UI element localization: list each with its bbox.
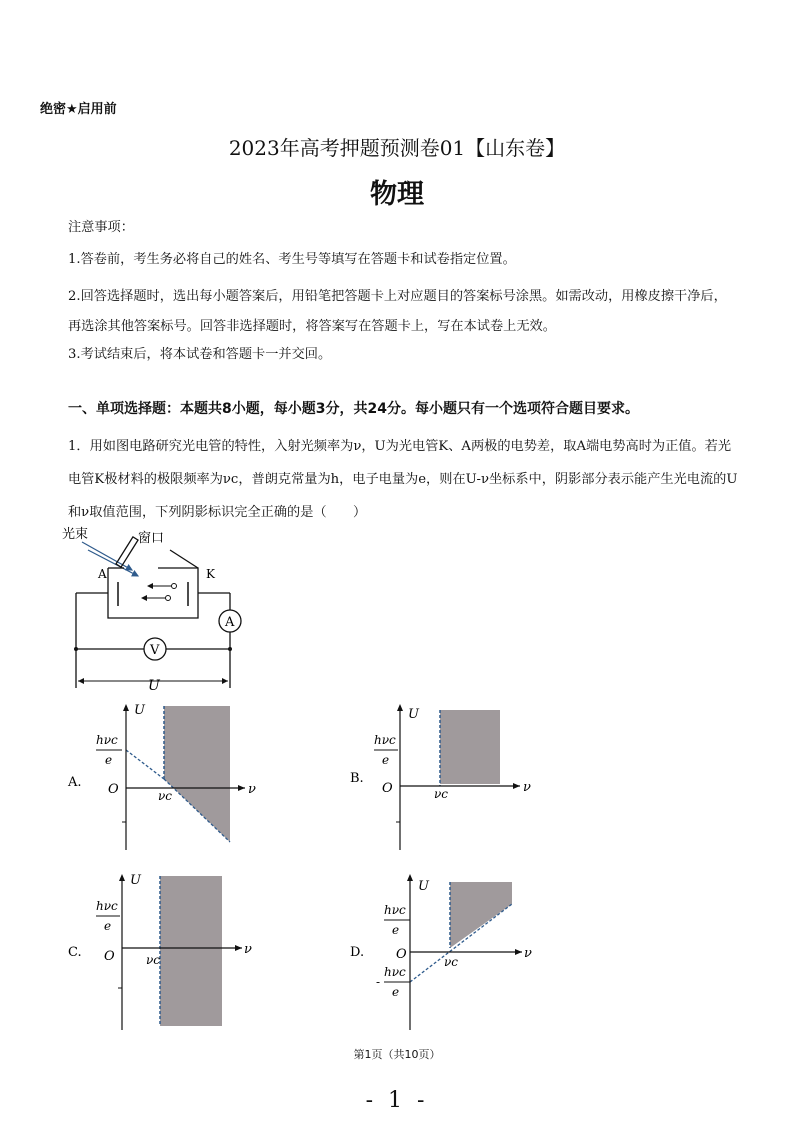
u-axis-label: U: [408, 707, 419, 722]
v-axis-label: ν: [248, 782, 256, 797]
section-heading: 一、单项选择题：本题共8小题，每小题3分，共24分。每小题只有一个选项符合题目要求。: [68, 401, 639, 417]
origin-label: O: [108, 782, 119, 797]
page-number: - 1 -: [365, 1088, 429, 1113]
origin-label: O: [396, 947, 407, 962]
vc-label: νc: [444, 955, 459, 969]
u-axis-label: U: [418, 879, 429, 894]
origin-label: O: [382, 781, 393, 796]
frac-denominator: e: [382, 753, 390, 767]
shaded-region: [440, 710, 500, 784]
option-letter: A.: [68, 775, 82, 790]
circuit-diagram: [60, 520, 260, 692]
frac-numerator: hνc: [384, 965, 406, 979]
option-letter: C.: [68, 945, 82, 960]
vc-label: νc: [146, 953, 161, 967]
frac-numerator: hνc: [374, 733, 396, 747]
shaded-region: [160, 876, 222, 1026]
voltmeter-label: V: [150, 643, 160, 658]
notes-heading: 注意事项：: [68, 220, 134, 235]
page-info: 第1页（共10页）: [353, 1048, 441, 1061]
window-label: 窗口: [138, 531, 165, 546]
u-axis-label: U: [134, 703, 145, 718]
v-axis-label: ν: [244, 942, 252, 957]
v-axis-label: ν: [524, 946, 532, 961]
dashed-line: [126, 750, 164, 779]
confidential-mark: 绝密★启用前: [40, 102, 117, 117]
frac-numerator: hνc: [96, 733, 118, 747]
vc-label: νc: [434, 787, 449, 801]
frac-denominator: e: [392, 985, 400, 999]
graph-option-a: [60, 700, 260, 860]
frac-numerator: hνc: [384, 903, 406, 917]
subject-title: 物理: [370, 179, 424, 210]
origin-label: O: [104, 949, 115, 964]
negative-sign: -: [376, 975, 381, 989]
frac-denominator: e: [105, 753, 113, 767]
note-item: 3.考试结束后，将本试卷和答题卡一并交回。: [68, 347, 332, 362]
anode-label: A: [98, 567, 107, 581]
option-letter: B.: [350, 771, 364, 786]
shaded-region: [450, 882, 512, 948]
frac-numerator: hνc: [96, 899, 118, 913]
tube-body: [108, 568, 198, 618]
question-stem: 1．用如图电路研究光电管的特性，入射光频率为ν，U为光电管K、A两极的电势差，取A端电势高时为正值。若光电管K极材料的极限频率为νc，普朗克常量为h，电子电量为e，则在U-ν坐标系中，阴影部分表示能产生光电流的U和ν取值范围，下列阴影标识完全正确的是（ ）: [68, 439, 738, 520]
note-item: 2.回答选择题时，选出每小题答案后，用铅笔把答题卡上对应题目的答案标号涂黑。如需改动，用橡皮擦干净后，再选涂其他答案标号。回答非选择题时，将答案写在答题卡上，写在本试卷上无效。: [68, 289, 727, 334]
graph-option-b: [340, 700, 540, 860]
light-ray: [88, 550, 138, 576]
light-beam-label: 光束: [62, 527, 89, 542]
ammeter-label: A: [225, 615, 235, 630]
graph-option-d: [340, 870, 540, 1035]
v-axis-label: ν: [523, 780, 531, 795]
frac-denominator: e: [104, 919, 112, 933]
u-label: U: [148, 678, 160, 692]
graph-option-c: [60, 870, 260, 1035]
light-ray: [82, 542, 132, 570]
frac-denominator: e: [392, 923, 400, 937]
vc-label: νc: [158, 789, 173, 803]
cathode-label: K: [206, 567, 215, 581]
exam-title: 2023年高考押题预测卷01【山东卷】: [228, 136, 566, 160]
option-letter: D.: [350, 945, 365, 960]
note-item: 1.答卷前，考生务必将自己的姓名、考生号等填写在答题卡和试卷指定位置。: [68, 252, 516, 267]
u-axis-label: U: [130, 873, 141, 888]
